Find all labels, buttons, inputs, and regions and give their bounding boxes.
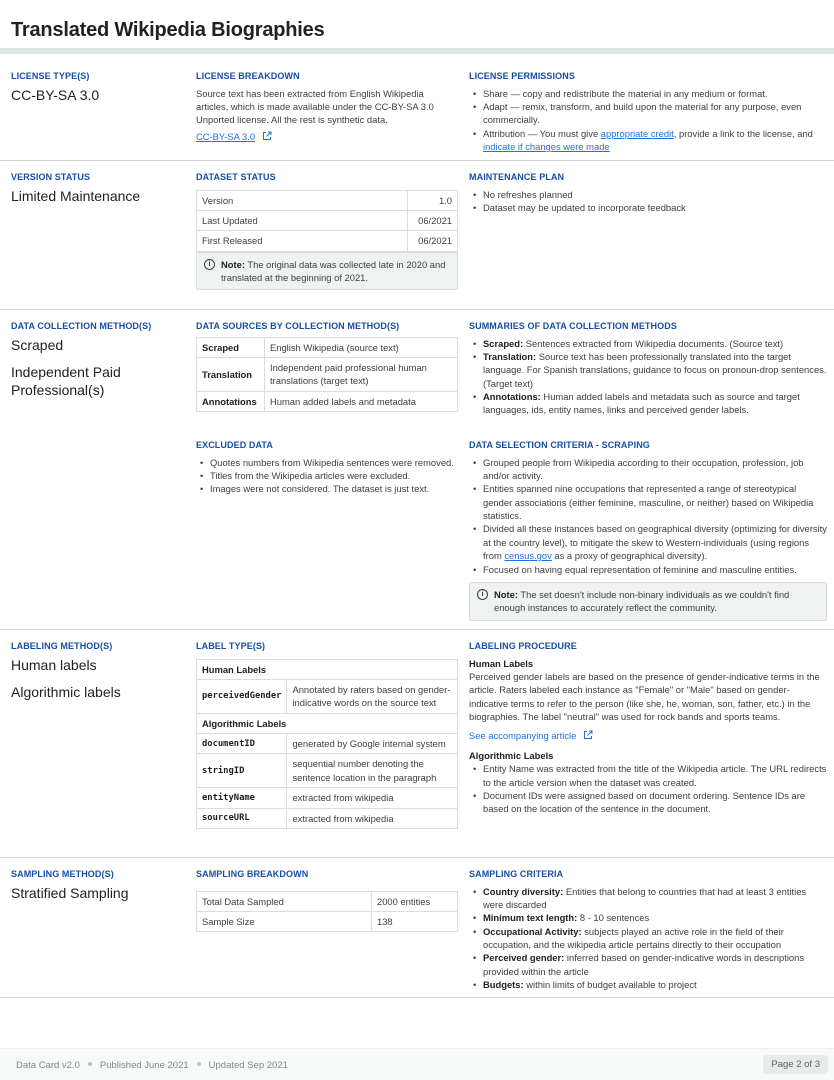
list-item: • Translation: Source text has been professionally translated into the target language. For Spanish translations, guidance to focus on pronoun-drop sentences. (Target text) — [469, 350, 827, 390]
algorithmic-list — [469, 762, 827, 815]
excluded-list — [196, 456, 458, 496]
license-type-value: CC-BY-SA 3.0 — [11, 86, 100, 103]
sampling-method-label: SAMPLING METHOD(S) — [11, 869, 114, 879]
list-item: • Entities spanned nine occupations that represented a range of stereotypical gender associations (either feminine, masculine, or neither) based on Wikipedia statistics. — [469, 482, 827, 522]
license-link[interactable]: CC-BY-SA 3.0 — [196, 130, 256, 142]
maintenance-plan-label: MAINTENANCE PLAN — [469, 172, 565, 182]
license-section — [0, 60, 834, 161]
label-types-table — [196, 659, 458, 829]
algorithmic-labels-heading: Algorithmic Labels — [469, 749, 554, 761]
list-item: • Entity Name was extracted from the title of the Wikipedia article. The URL redirects to the article version when the dataset was created. — [469, 762, 827, 789]
list-item: • Images were not considered. The dataset is just text. — [196, 482, 458, 495]
list-item: • Occupational Activity: subjects played an active role in the field of their occupation, and the wikipedia article pertains directly to their occupation — [469, 925, 827, 952]
page-title: Translated Wikipedia Biographies — [11, 19, 325, 41]
dataset-note: i Note: The original data was collected late in 2020 and translated at the beginning of 2021. — [196, 252, 458, 291]
list-item: • Annotations: Human added labels and metadata such as source and target languages, ids, entity names, links and perceived gender labels. — [469, 390, 827, 417]
page-indicator: Page 2 of 3 — [763, 1055, 828, 1074]
labeling-method-2: Algorithmic labels — [11, 684, 121, 701]
excluded-data-label: EXCLUDED DATA — [196, 440, 273, 450]
info-icon: i — [204, 259, 215, 270]
label-types-label: LABEL TYPE(S) — [196, 641, 266, 651]
summaries-label: SUMMARIES OF DATA COLLECTION METHODS — [469, 321, 677, 331]
human-labels-text: Perceived gender labels are based on the presence of gender-indicative terms in the article. Raters labeled each instance as "Female" or "Male" based on gender-indicative terms to refer to the person (like she, he, woman, son, father, etc.) in the biographies. The label "neutral" was used for rock bands and sports teams. — [469, 671, 820, 723]
license-breakdown-label: LICENSE BREAKDOWN — [196, 71, 300, 81]
table-row: perceivedGender Annotated by raters based on gender-indicative words on the source text — [197, 680, 458, 714]
table-row: Version 1.0 — [197, 190, 458, 210]
version-status-label: VERSION STATUS — [11, 172, 91, 182]
list-item: • Dataset may be updated to incorporate feedback — [469, 201, 827, 214]
external-link-icon — [262, 131, 272, 141]
permissions-list — [469, 87, 827, 154]
table-row: Total Data Sampled 2000 entities — [197, 891, 458, 911]
list-item: • No refreshes planned — [469, 188, 827, 201]
footer-meta — [16, 1059, 288, 1072]
table-row: Sample Size 138 — [197, 912, 458, 932]
appropriate-credit-link[interactable]: appropriate credit — [600, 127, 674, 139]
card-version: Data Card v2.0 — [16, 1060, 80, 1071]
list-item: • Titles from the Wikipedia articles were excluded. — [196, 469, 458, 482]
labeling-procedure-label: LABELING PROCEDURE — [469, 641, 577, 651]
list-item: • Adapt — remix, transform, and build upon the material for any purpose, even commercially. — [469, 100, 827, 127]
list-item: • Perceived gender: inferred based on gender-indicative words in descriptions provided within the article — [469, 951, 827, 978]
collection-note: i Note: The set doesn't include non-binary individuals as we couldn't find enough instances to accurately reflect the community. — [469, 582, 827, 621]
table-row: First Released 06/2021 — [197, 231, 458, 251]
license-permissions-label: LICENSE PERMISSIONS — [469, 71, 575, 81]
collection-method-2: Independent Paid Professional(s) — [11, 364, 121, 398]
labeling-method-label: LABELING METHOD(S) — [11, 641, 113, 651]
info-icon: i — [477, 589, 488, 600]
table-row: stringID sequential number denoting the sentence location in the paragraph — [197, 754, 458, 788]
list-item: • Attribution — You must give appropriate credit, provide a link to the license, and indicate if changes were made — [469, 127, 827, 154]
list-item: • Scraped: Sentences extracted from Wikipedia documents. (Source text) — [469, 337, 827, 350]
table-row: Annotations Human added labels and metadata — [197, 391, 458, 411]
list-item: • Document IDs were assigned based on document ordering. Sentence IDs are based on the location of the sentence in the document. — [469, 789, 827, 816]
dataset-status-table — [196, 190, 458, 252]
list-item: • Minimum text length: 8 - 10 sentences — [469, 911, 827, 924]
list-item: • Quotes numbers from Wikipedia sentences were removed. — [196, 456, 458, 469]
list-item: • Divided all these instances based on geographical diversity (optimizing for diversity at the country level), to mitigate the skew to Western-individuals (using regions from census.gov as a proxy of geographical diversity). — [469, 522, 827, 562]
dataset-status-label: DATASET STATUS — [196, 172, 276, 182]
list-item: • Share — copy and redistribute the material in any medium or format. — [469, 87, 827, 100]
sampling-method-value: Stratified Sampling — [11, 884, 129, 901]
sampling-table — [196, 891, 458, 933]
list-item: • Country diversity: Entities that belong to countries that had at least 3 entities were discarded — [469, 885, 827, 912]
data-sources-label: DATA SOURCES BY COLLECTION METHOD(S) — [196, 321, 400, 331]
collection-method-1: Scraped — [11, 336, 64, 353]
indicate-changes-link[interactable]: indicate if changes were made — [483, 141, 610, 153]
table-row: documentID generated by Google internal system — [197, 734, 458, 754]
table-row: Last Updated 06/2021 — [197, 211, 458, 231]
table-row: Translation Independent paid professional human translations (target text) — [197, 358, 458, 392]
table-row: Human Labels — [197, 659, 458, 679]
human-labels-heading: Human Labels — [469, 657, 534, 669]
header — [0, 0, 834, 54]
list-item: • Focused on having equal representation of feminine and masculine entities. — [469, 563, 827, 576]
published-date: Published June 2021 — [99, 1060, 189, 1071]
license-breakdown-text: Source text has been extracted from English Wikipedia articles, which is made available under the CC-BY-SA 3.0 Unported license. All the rest is synthetic data. — [196, 87, 434, 126]
collection-section — [0, 310, 834, 630]
updated-date: Updated Sep 2021 — [208, 1060, 288, 1071]
criteria-list — [469, 456, 827, 576]
table-row: Algorithmic Labels — [197, 713, 458, 733]
footer — [0, 1048, 834, 1080]
summaries-list — [469, 337, 827, 417]
table-row: entityName extracted from wikipedia — [197, 788, 458, 808]
collection-method-label: DATA COLLECTION METHOD(S) — [11, 321, 152, 331]
table-row: sourceURL extracted from wikipedia — [197, 808, 458, 828]
accompanying-article-link[interactable]: See accompanying article — [469, 730, 577, 742]
labeling-section — [0, 630, 834, 858]
table-row: Scraped English Wikipedia (source text) — [197, 337, 458, 357]
version-section — [0, 161, 834, 310]
sampling-breakdown-label: SAMPLING BREAKDOWN — [196, 869, 309, 879]
list-item: • Grouped people from Wikipedia according to their occupation, profession, job and/or activity. — [469, 456, 827, 483]
list-item: • Budgets: within limits of budget available to project — [469, 978, 827, 991]
sampling-criteria-list — [469, 885, 827, 992]
external-link-icon — [583, 730, 593, 740]
maintenance-list — [469, 188, 827, 215]
license-type-label: LICENSE TYPE(S) — [11, 71, 90, 81]
labeling-method-1: Human labels — [11, 656, 97, 673]
version-status-value: Limited Maintenance — [11, 187, 141, 204]
census-link[interactable]: census.gov — [504, 550, 552, 562]
sampling-criteria-label: SAMPLING CRITERIA — [469, 869, 564, 879]
selection-criteria-label: DATA SELECTION CRITERIA - SCRAPING — [469, 440, 650, 450]
sampling-section — [0, 858, 834, 998]
data-sources-table — [196, 337, 458, 412]
